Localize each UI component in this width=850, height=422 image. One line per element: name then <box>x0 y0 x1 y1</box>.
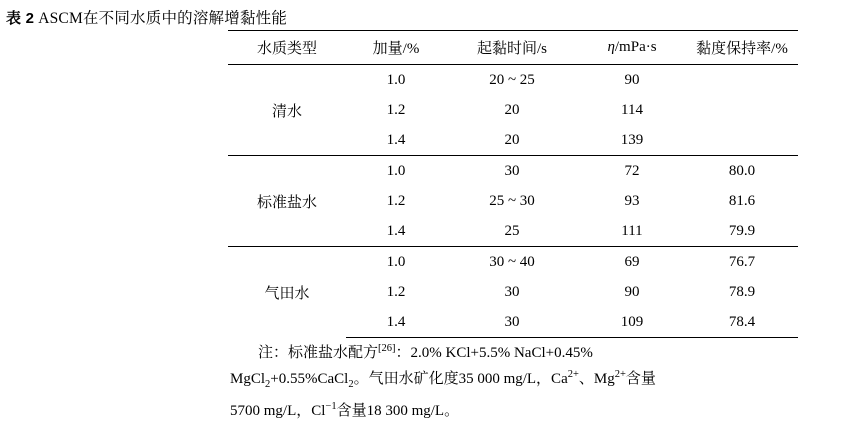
cell-onset-time: 20 ~ 25 <box>446 65 578 96</box>
footnote-line1-rest: ：2.0% KCl+5.5% NaCl+0.45% <box>395 345 593 361</box>
cell-retention: 81.6 <box>728 192 756 209</box>
eta-unit: /mPa·s <box>614 39 657 55</box>
footnote-line2-e: 含量 <box>625 371 656 387</box>
data-table-container <box>228 30 798 338</box>
footnote-prefix: 注：标准盐水配方 <box>258 345 379 361</box>
footnote-line2-sup1: 2+ <box>567 369 579 380</box>
cell-viscosity: 139 <box>620 131 644 148</box>
footnote-line2-a: MgCl <box>230 371 266 387</box>
footnote-line3-b: 含量18 300 mg/L。 <box>336 403 460 419</box>
eta-symbol: η <box>607 39 615 55</box>
cell-retention: 79.9 <box>728 222 756 239</box>
table-group-standard-brine <box>228 156 798 247</box>
table-group-gas-field-water <box>228 247 798 338</box>
cell-onset-time: 30 <box>446 156 578 187</box>
cell-viscosity: 72 <box>578 156 686 187</box>
cell-viscosity: 90 <box>624 283 640 300</box>
viscosity-performance-table <box>228 30 798 338</box>
footnote-line3-a: 5700 mg/L，Cl <box>230 403 326 419</box>
cell-onset-time: 30 <box>504 283 520 300</box>
cell-dosage: 1.2 <box>386 101 406 118</box>
cell-onset-time: 30 ~ 40 <box>446 247 578 278</box>
table-caption <box>6 6 287 28</box>
cell-dosage: 1.4 <box>386 222 406 239</box>
column-header-onset-time: 起黏时间/s <box>446 31 578 65</box>
table-header-row <box>228 31 798 65</box>
row-label-water-type: 气田水 <box>228 247 346 338</box>
cell-viscosity: 69 <box>578 247 686 278</box>
cell-retention: 78.4 <box>686 307 798 338</box>
footnote-line-1 <box>258 338 778 364</box>
footnote-reference: [26] <box>378 343 396 354</box>
cell-retention: 78.9 <box>728 283 756 300</box>
cell-viscosity: 114 <box>621 101 643 118</box>
footnote-line2-sub2: 2 <box>348 379 354 390</box>
footnote-line2-b: +0.55%CaCl <box>270 371 349 387</box>
column-header-water-type: 水质类型 <box>228 31 346 65</box>
table-row <box>228 156 798 187</box>
cell-retention <box>686 95 798 125</box>
table-row <box>228 247 798 278</box>
footnote-line2-d: 、Mg <box>578 371 615 387</box>
cell-dosage: 1.0 <box>346 65 446 96</box>
table-group-fresh-water <box>228 65 798 156</box>
row-label-water-type: 清水 <box>228 65 346 156</box>
cell-onset-time: 30 <box>446 307 578 338</box>
cell-dosage: 1.0 <box>346 156 446 187</box>
cell-viscosity: 93 <box>624 192 640 209</box>
cell-viscosity: 109 <box>578 307 686 338</box>
table-footnote <box>230 338 778 422</box>
cell-onset-time: 20 <box>504 131 520 148</box>
footnote-line-3 <box>230 396 778 422</box>
cell-dosage: 1.2 <box>386 192 406 209</box>
footnote-line3-sup: −1 <box>325 401 337 412</box>
cell-onset-time: 25 ~ 30 <box>489 192 535 209</box>
footnote-line2-sub1: 2 <box>265 379 271 390</box>
row-label-water-type: 标准盐水 <box>228 156 346 247</box>
cell-retention: 80.0 <box>686 156 798 187</box>
cell-retention: 76.7 <box>686 247 798 278</box>
table-row <box>228 65 798 96</box>
column-header-retention: 黏度保持率/% <box>686 31 798 65</box>
cell-retention <box>686 125 798 156</box>
cell-dosage: 1.0 <box>346 247 446 278</box>
cell-viscosity: 90 <box>578 65 686 96</box>
footnote-line-2 <box>230 364 778 396</box>
cell-dosage: 1.4 <box>386 131 406 148</box>
table-caption-label: 表 2 <box>6 10 35 27</box>
cell-onset-time: 20 <box>504 101 520 118</box>
cell-retention <box>686 65 798 96</box>
footnote-line2-sup2: 2+ <box>614 369 626 380</box>
column-header-dosage: 加量/% <box>346 31 446 65</box>
footnote-line2-c: 。气田水矿化度35 000 mg/L，Ca <box>353 371 568 387</box>
table-caption-text: ASCM在不同水质中的溶解增黏性能 <box>38 10 288 27</box>
cell-dosage: 1.2 <box>386 283 406 300</box>
column-header-viscosity <box>578 31 686 65</box>
cell-onset-time: 25 <box>504 222 520 239</box>
cell-viscosity: 111 <box>621 222 643 239</box>
table-head <box>228 31 798 65</box>
cell-dosage: 1.4 <box>346 307 446 338</box>
